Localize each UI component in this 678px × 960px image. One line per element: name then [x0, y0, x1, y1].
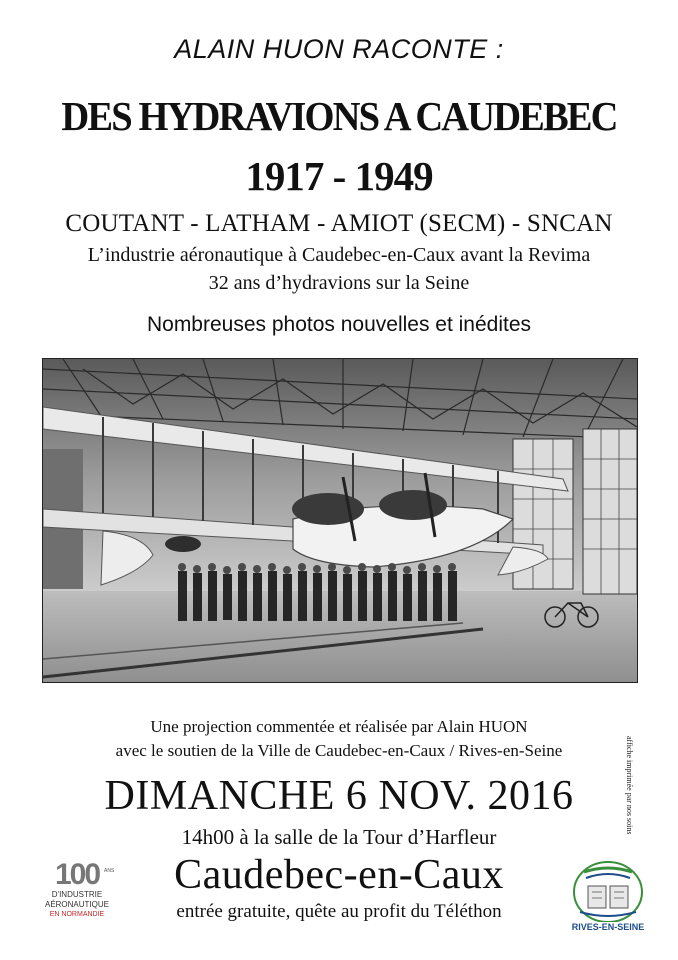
- rives-en-seine-logo: [570, 858, 646, 936]
- rives-crest-icon: [570, 858, 646, 922]
- event-entry: entrée gratuite, quête au profit du Téléthon: [176, 901, 502, 922]
- hangar-seaplane-photo: [42, 358, 638, 683]
- centenary-line-3: EN NORMANDIE: [49, 911, 105, 918]
- centenary-line-2: AÉRONAUTIQUE: [44, 900, 109, 909]
- event-time-place: 14h00 à la salle de la Tour d’Harfleur: [181, 825, 497, 849]
- years-title: 1917 - 1949: [245, 153, 433, 199]
- kicker-title: ALAIN HUON RACONTE :: [174, 34, 504, 64]
- subtitle-line-1: L’industrie aéronautique à Caudebec-en-Caux avant la Revima: [87, 244, 591, 266]
- credit-line-2: avec le soutien de la Ville de Caudebec-en-Caux / Rives-en-Seine: [115, 741, 563, 760]
- centenary-logo: [32, 860, 122, 930]
- photos-note: Nombreuses photos nouvelles et inédites: [146, 313, 532, 336]
- event-city: Caudebec-en-Caux: [174, 852, 504, 898]
- subtitle-line-2: 32 ans d’hydravions sur la Seine: [208, 272, 470, 294]
- main-title: DES HYDRAVIONS A CAUDEBEC: [61, 93, 617, 139]
- centenary-ans: ANS: [104, 868, 115, 874]
- centenary-line-1: D'INDUSTRIE: [51, 890, 103, 899]
- credit-line-1: Une projection commentée et réalisée par Alain HUON: [150, 717, 528, 736]
- centenary-number: 100: [54, 858, 100, 891]
- manufacturers-line: COUTANT - LATHAM - AMIOT (SECM) - SNCAN: [65, 210, 613, 237]
- rives-label: RIVES-EN-SEINE: [571, 922, 645, 932]
- event-date: DIMANCHE 6 NOV. 2016: [104, 773, 574, 819]
- printer-note-text: affiche imprimée par nos soins: [625, 736, 634, 835]
